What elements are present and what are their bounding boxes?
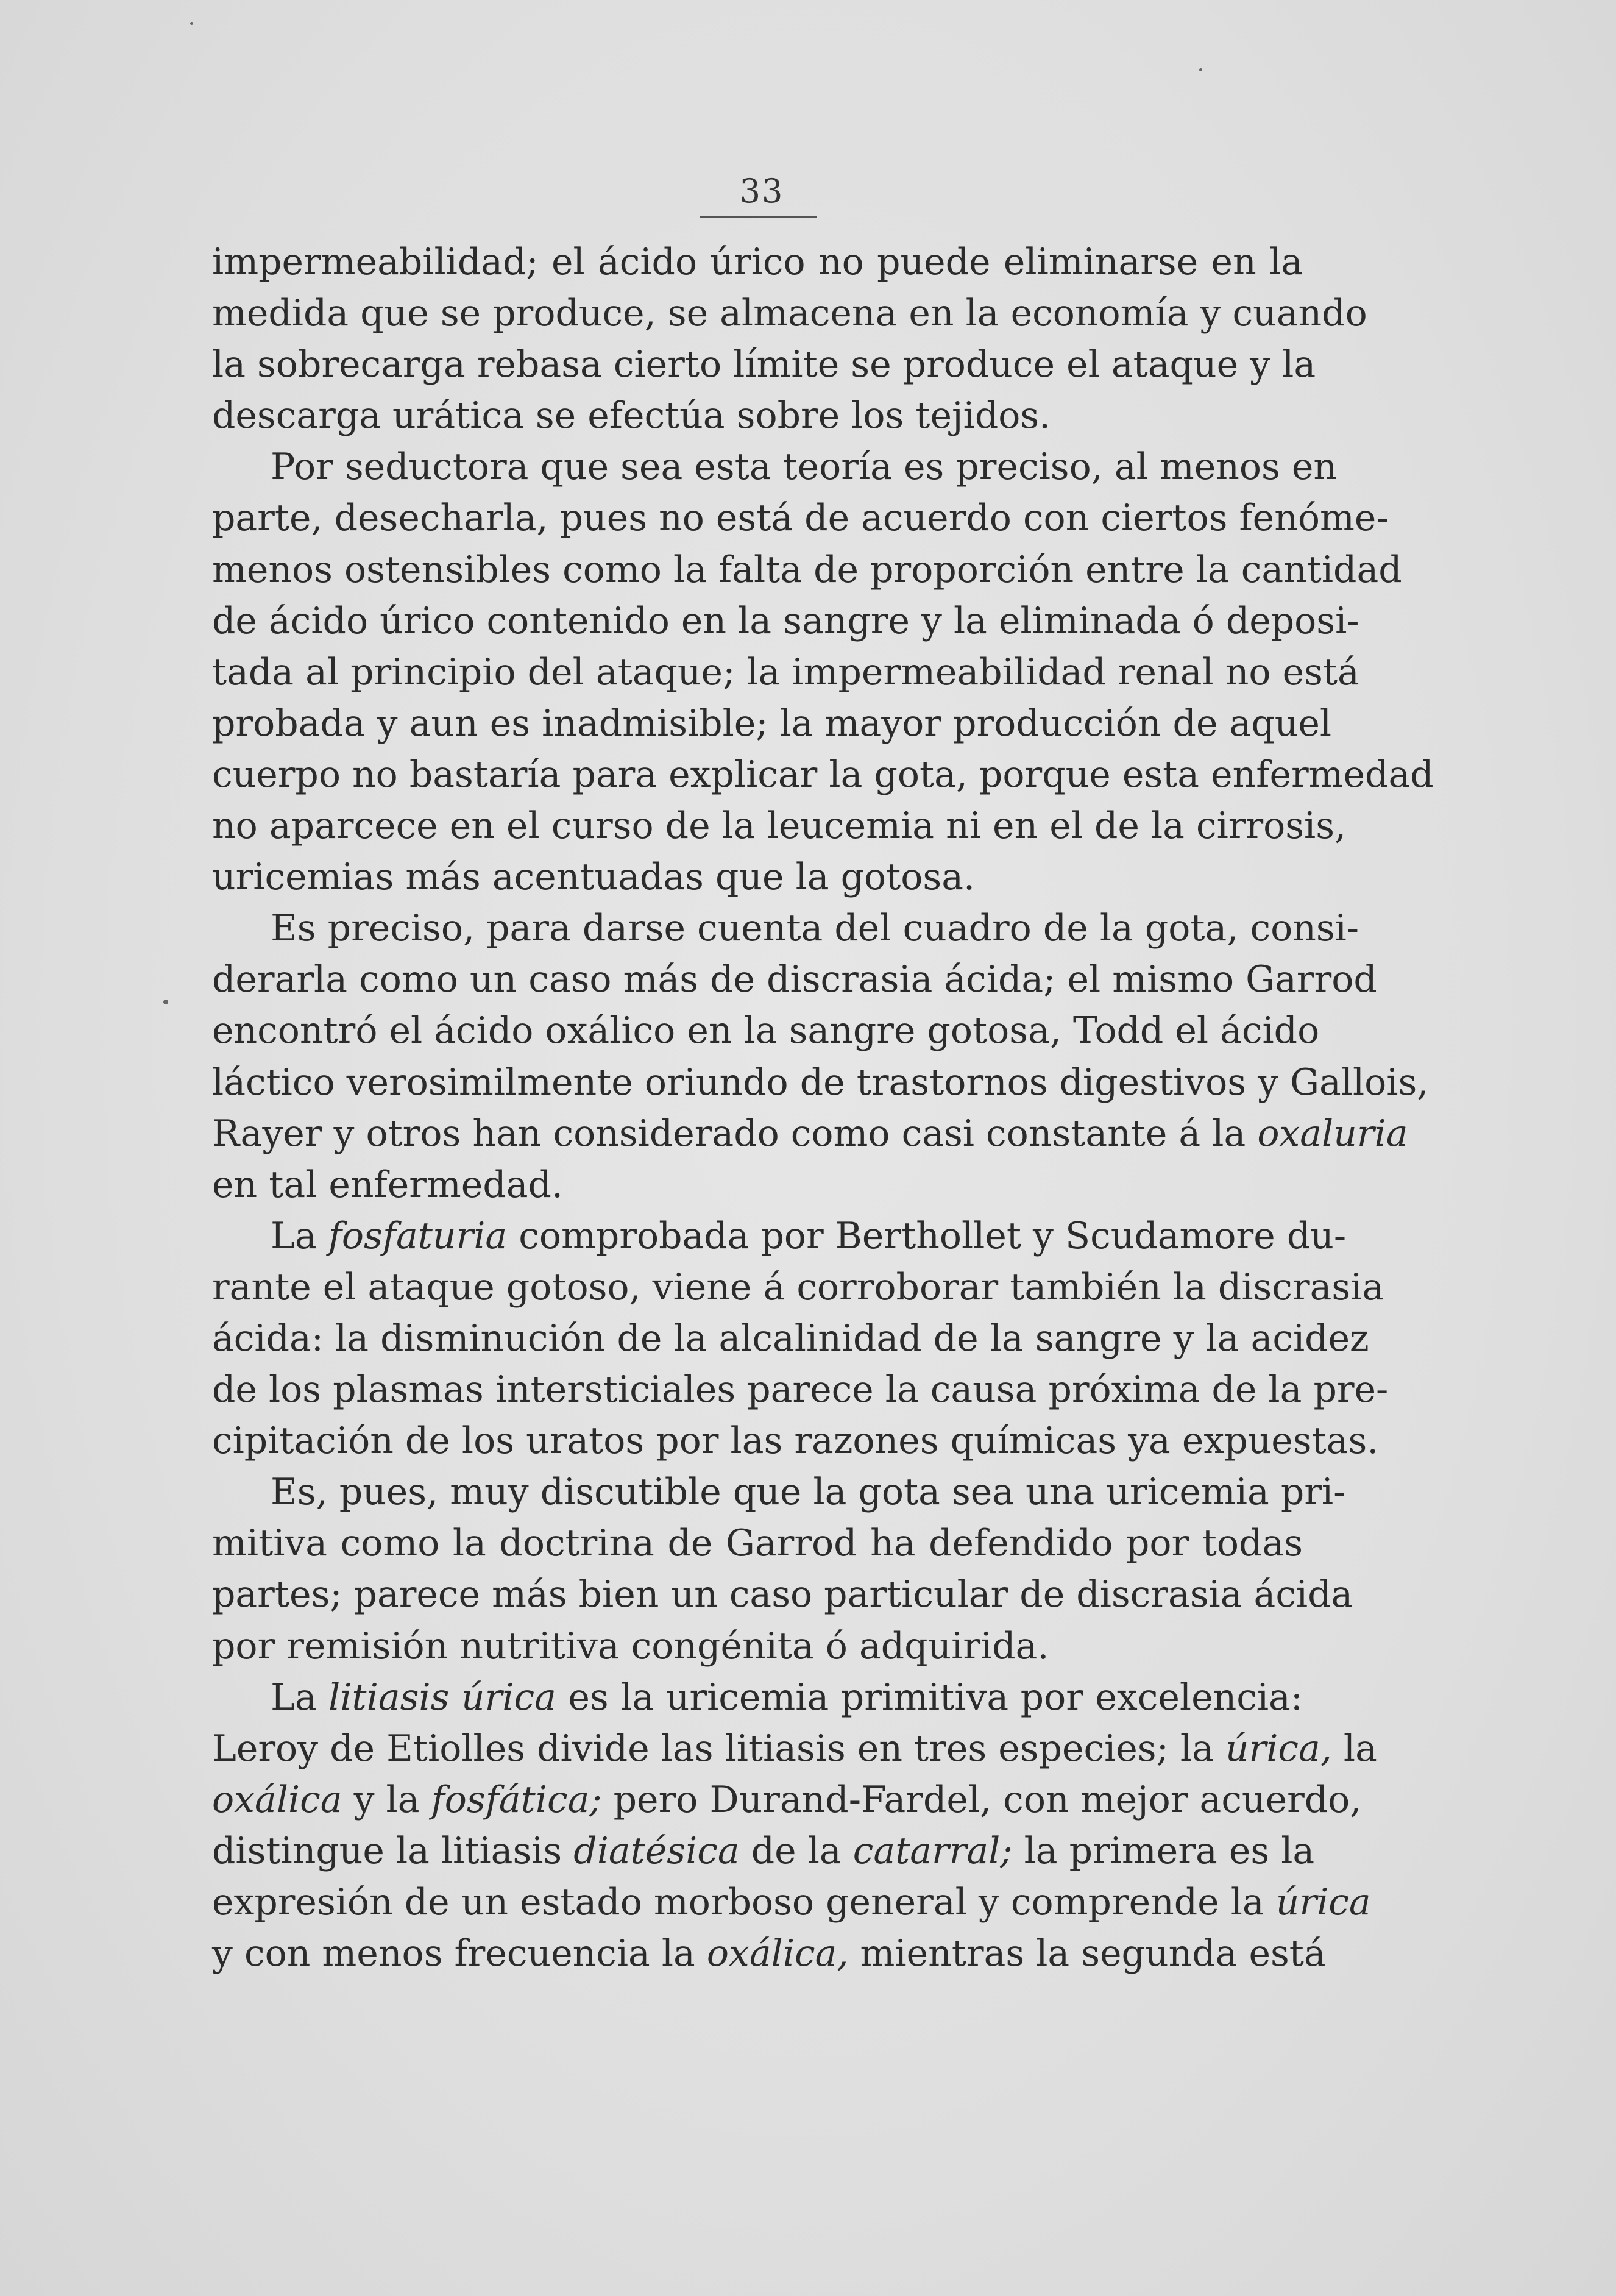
text-line — [212, 800, 1347, 851]
text-run: la — [1331, 1727, 1377, 1770]
text-run: Es, pues, muy discutible que la gota sea una uricemia pri- — [271, 1471, 1346, 1514]
text-run: pero Durand-Fardel, con mejor acuerdo, — [601, 1778, 1362, 1821]
text-line — [212, 954, 1377, 1005]
text-line — [212, 595, 1359, 647]
text-run: Rayer y otros han considerado como casi constante á la — [212, 1112, 1258, 1155]
page-number-rule — [700, 216, 817, 218]
text-run: encontró el ácido oxálico en la sangre gotosa, Todd el ácido — [212, 1009, 1320, 1053]
text-run: de ácido úrico contenido en la sangre y la eliminada ó deposi- — [212, 599, 1359, 642]
italic-term: fosfaturia — [328, 1214, 508, 1257]
text-line — [212, 851, 1303, 903]
text-run: la sobrecarga rebasa cierto límite se produce el ataque y la — [212, 343, 1316, 386]
italic-term: diatésica — [573, 1829, 740, 1872]
text-line — [212, 1518, 1303, 1569]
text-line — [212, 647, 1359, 698]
text-line — [212, 1621, 1303, 1672]
text-line — [212, 1108, 1408, 1159]
text-line — [212, 1005, 1320, 1056]
text-run: La — [271, 1676, 329, 1719]
text-run: Es preciso, para darse cuenta del cuadro de la gota, consi- — [271, 907, 1359, 950]
text-run: rante el ataque gotoso, viene á corroborar también la discrasia — [212, 1265, 1384, 1309]
text-line — [212, 544, 1402, 595]
text-line — [212, 1877, 1371, 1928]
text-run: menos ostensibles como la falta de proporción entre la cantidad — [212, 548, 1402, 591]
text-run: parte, desecharla, pues no está de acuerdo con ciertos fenóme- — [212, 497, 1389, 540]
text-run: la primera es la — [1012, 1829, 1315, 1872]
text-line — [212, 1825, 1315, 1877]
text-run: y con menos frecuencia la — [212, 1932, 707, 1975]
text-line — [212, 1415, 1379, 1466]
text-run: comprobada por Berthollet y Scudamore du- — [507, 1214, 1347, 1257]
text-run: en tal enfermedad. — [212, 1163, 563, 1206]
text-line — [212, 1313, 1369, 1364]
text-line — [212, 698, 1332, 749]
text-line — [212, 1928, 1326, 1979]
text-run: expresión de un estado morboso general y comprende la — [212, 1881, 1276, 1924]
text-line — [212, 390, 1303, 441]
text-run: La — [271, 1214, 328, 1257]
italic-term: oxálica, — [706, 1932, 849, 1975]
text-line — [212, 1262, 1384, 1313]
text-run: descarga urática se efectúa sobre los tejidos. — [212, 394, 1051, 438]
text-line — [212, 236, 1303, 288]
paper-speck — [190, 22, 193, 25]
text-run: partes; parece más bien un caso particular de discrasia ácida — [212, 1573, 1353, 1616]
text-line — [212, 339, 1316, 390]
text-line — [212, 1466, 1346, 1518]
text-run: no aparcece en el curso de la leucemia ni en el de la cirrosis, — [212, 805, 1347, 848]
paper-speck — [1199, 68, 1202, 71]
italic-term: litiasis úrica — [328, 1676, 556, 1719]
text-run: distingue la litiasis — [212, 1829, 574, 1872]
text-line — [212, 1774, 1362, 1825]
italic-term: catarral; — [852, 1829, 1013, 1872]
text-run: cipitación de los uratos por las razones químicas ya expuestas. — [212, 1420, 1379, 1463]
text-run: láctico verosimilmente oriundo de trastornos digestivos y Gallois, — [212, 1061, 1429, 1104]
text-line — [212, 1672, 1303, 1723]
text-run: mientras la segunda está — [848, 1932, 1326, 1975]
text-run: uricemias más acentuadas que la gotosa. — [212, 856, 976, 899]
text-run: ácida: la disminución de la alcalinidad de la sangre y la acidez — [212, 1317, 1369, 1360]
text-run: probada y aun es inadmisible; la mayor producción de aquel — [212, 702, 1332, 745]
text-line — [212, 288, 1367, 339]
text-line — [212, 749, 1434, 800]
italic-term: oxálica — [212, 1778, 342, 1821]
text-run: cuerpo no bastaría para explicar la gota, porque esta enfermedad — [212, 753, 1434, 796]
text-run: mitiva como la doctrina de Garrod ha defendido por todas — [212, 1522, 1303, 1565]
text-run: Leroy de Etiolles divide las litiasis en tres especies; la — [212, 1727, 1225, 1770]
italic-term: úrica, — [1225, 1727, 1332, 1770]
text-line — [212, 1057, 1429, 1108]
italic-term: oxaluria — [1257, 1112, 1408, 1155]
italic-term: úrica — [1275, 1881, 1371, 1924]
text-line — [212, 903, 1359, 954]
text-run: impermeabilidad; el ácido úrico no puede eliminarse en la — [212, 241, 1303, 283]
text-line — [212, 1569, 1353, 1620]
italic-term: fosfática; — [431, 1778, 602, 1821]
text-line — [212, 1159, 1303, 1210]
text-line — [212, 1364, 1389, 1415]
text-run: Por seductora que sea esta teoría es preciso, al menos en — [271, 446, 1338, 489]
text-run: por remisión nutritiva congénita ó adquirida. — [212, 1624, 1049, 1668]
text-run: derarla como un caso más de discrasia ácida; el mismo Garrod — [212, 958, 1377, 1001]
paper-speck — [163, 1000, 168, 1004]
text-run: es la uricemia primitiva por excelencia: — [556, 1676, 1303, 1719]
text-line — [212, 441, 1338, 492]
text-line — [212, 1723, 1377, 1774]
text-run: tada al principio del ataque; la impermeabilidad renal no está — [212, 650, 1359, 694]
text-run: de los plasmas intersticiales parece la causa próxima de la pre- — [212, 1368, 1389, 1412]
text-line — [212, 1210, 1347, 1262]
page-number: 33 — [739, 172, 784, 210]
text-line — [212, 492, 1389, 544]
text-run: de la — [739, 1829, 853, 1872]
body-text — [212, 236, 1434, 1979]
text-run: medida que se produce, se almacena en la economía y cuando — [212, 292, 1367, 335]
text-run: y la — [342, 1778, 431, 1821]
